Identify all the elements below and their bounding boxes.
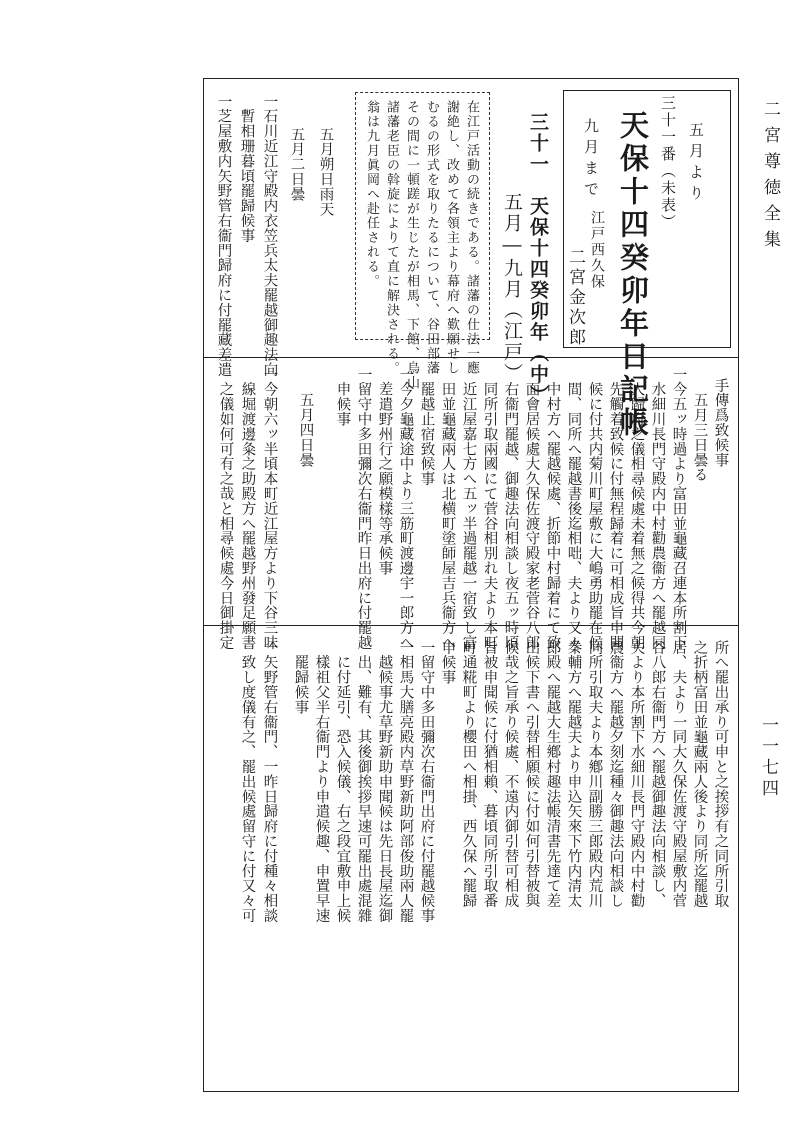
entry-line: 線堀渡邊粂之助殿方へ罷越野州發足願書 (239, 367, 256, 651)
entry-line: 同所引取兩國にて菅谷相別れ夫より本町 (481, 367, 498, 651)
note-line: 諸藩老臣の斡旋によりて直に解決される。 (384, 100, 399, 376)
title-from: 五月より (687, 122, 705, 206)
entry-line: に付延引、恐入候儀、右之段宜敷申上候 (334, 640, 351, 924)
entry-line: 中村方へ罷越候處、折節中村歸着にて致 (544, 367, 561, 651)
entry-line: 一相馬大膳亮殿内草野新助阿部俊助兩人罷 (397, 640, 414, 924)
entry-line: 農衞方へ罷越夕刻迄種々御趣法向相談し (607, 640, 624, 909)
entry-line: 越候事尤草野新助申聞候は先日長屋迄御 (376, 640, 393, 924)
entry-line: 申候事 (334, 367, 351, 427)
section-range: 五月―九月（江戸） (501, 192, 523, 384)
entry-line: 近江屋嘉七方へ五ッ半過罷越一宿致し富 (460, 367, 477, 651)
entry-date: 五月朔日雨天 (317, 127, 334, 217)
entry-line: 人歸府之儀相尋候處未着無之候得共今朝 (628, 367, 645, 651)
title-volume: 三十一番（未表） (659, 95, 677, 231)
entry-line: 右衞門罷越、御趣法向相談し夜五ッ時頃 (502, 367, 519, 651)
entry-line: 罷歸候事 (292, 640, 309, 715)
note-line: その間に一頓蹉が生じたが相馬、下館、烏山 (404, 100, 419, 390)
entry-line: 同所引取夫より本鄕川副勝三郎殿内荒川 (586, 640, 603, 909)
note-line: 翁は九月眞岡へ赴任される。 (364, 100, 379, 289)
entry-line: 一今五ッ時過より富田並龜藏召連本所割下 (670, 367, 687, 651)
entry-line: 候に付共内菊川町屋敷に大嶋勇助罷在候 (586, 367, 603, 651)
entry-line: 樣祖父半右衞門より申遣候趣、申置早速 (313, 640, 330, 924)
entry-line: 候哉之旨承り候處、不遠内御引替可相成 (502, 640, 519, 909)
entry-line: 一留守中多田彌次右衞門出府に付罷越候事 (418, 640, 435, 924)
entry-line: 間、同所へ罷越書後迄相咄、夫より又々 (565, 367, 582, 651)
note-line: 在江戸活動の続きである。諸藩の仕法一應 (464, 100, 479, 376)
entry-date: 五月四日曇 (297, 378, 314, 468)
entry-line: 居、夫より一同大久保佐渡守殿屋敷内菅 (670, 640, 687, 909)
note-line: 謝絶し、改めて各領主より幕府へ歎願せし (444, 100, 459, 376)
entry-line: 暫相珊暮頃罷歸候事 (238, 94, 255, 243)
entry-line: 罷越止宿致候事 (418, 367, 435, 487)
entry-line: 出、難有、其後御挨拶早速可罷出處混雜 (355, 640, 372, 924)
entry-line: 之折柄富田並龜藏兩人後より同所迄罷越 (691, 640, 708, 909)
title-until: 九月まで (582, 118, 600, 202)
entry-date: 五月三日曇る (691, 378, 708, 483)
entry-line: 水細川長門守殿内中村勸農衞方へ罷越同 (649, 367, 666, 651)
entry-date: 五月二日曇 (288, 127, 305, 202)
entry-line: 所へ罷出承り可申と之挨拶有之同所引取 (712, 640, 729, 909)
entry-line: 町通糀町より櫻田へ相掛、西久保へ罷歸 (460, 640, 477, 909)
entry-line: 一芝屋敷内矢野管右衞門歸府に付罷藏差遣 (215, 94, 232, 378)
entry-line: 出候下書へ引替相願候に付如何引替被與 (523, 640, 540, 909)
page-number: 一一七四 (758, 716, 778, 800)
diary-title: 天保十四癸卯年日記帳 (616, 110, 650, 440)
entry-line: 致し度儀有之、罷出候處留守に付又々可 (239, 640, 256, 924)
title-author: 二宮金次郎 (565, 248, 585, 348)
entry-line: 谷八郎右衞門方へ罷越御趣法向相談し、 (649, 640, 666, 909)
running-head: 二宮尊徳全集 (760, 100, 780, 256)
entry-line: 申候事 (439, 640, 456, 685)
entry-line: 面會居候處大久保佐渡守殿家老菅谷八郎 (523, 367, 540, 651)
entry-line: 郎殿へ罷越大生鄕村趣法帳清書先達て差 (544, 640, 561, 909)
entry-line: 先觸着致候に付無程歸着に可相成旨申聞 (607, 367, 624, 651)
entry-line: 一矢野管右衞門、一昨日歸府に付種々相談 (261, 640, 278, 924)
entry-line: 一石川近江守殿内衣笠兵太夫罷越御趣法向 (261, 94, 278, 378)
entry-line: 田並龜藏兩人は北横町塗師屋吉兵衞方へ (439, 367, 456, 651)
entry-line: 一今朝六ッ半頃本町近江屋方より下谷三味 (261, 367, 278, 651)
entry-line: 夫より本所割下水細川長門守殿内中村勸 (628, 640, 645, 909)
note-line: むるの形式を取りたるについて、谷田部藩 (424, 100, 439, 376)
entry-line: 旨被申聞候に付猶相賴、暮頃同所引取番 (481, 640, 498, 909)
entry-line: 手傳爲致候事 (712, 378, 729, 468)
entry-line: 一留守中多田彌次右衞門昨日出府に付罷越 (355, 367, 372, 651)
entry-line: 一今夕龜藏途中より三筋町渡邊宇一郎方へ (397, 367, 414, 651)
section-title: 三十一 天保十四癸卯年（中） (527, 112, 549, 406)
title-location: 江戸西久保 (589, 210, 605, 290)
entry-line: 之儀如何可有之哉と相尋候處今日御掛定 (217, 367, 234, 651)
entry-line: 差遣野州行之願模樣等承候事 (376, 367, 393, 576)
entry-line: 桊輔方へ罷越夫より申込矢來下竹内清太 (565, 640, 582, 909)
